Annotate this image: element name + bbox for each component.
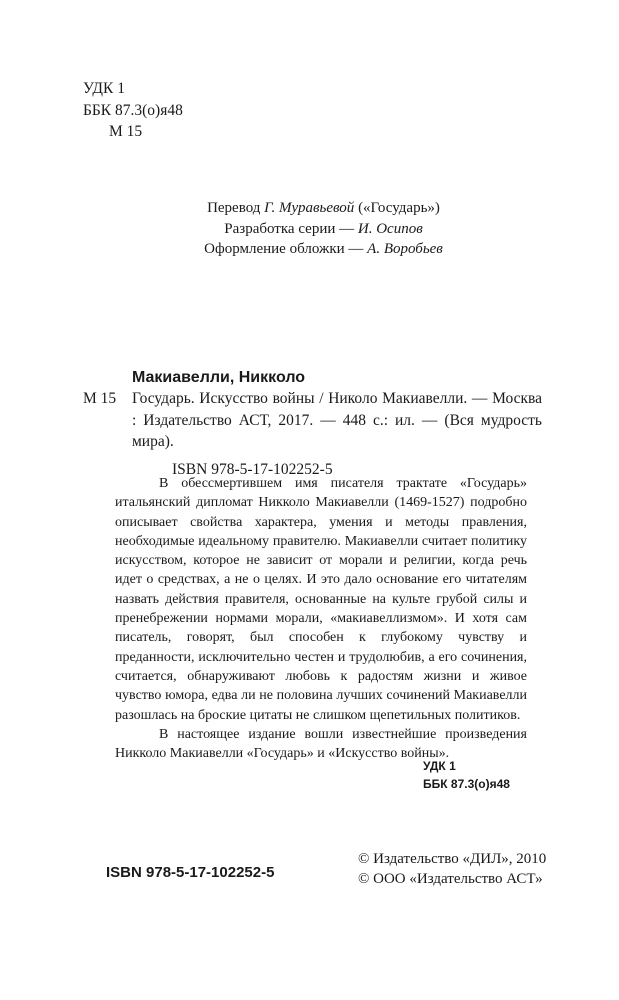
author-heading: Макиавелли, Никколо xyxy=(132,369,306,386)
bibliographic-description: Государь. Искусство войны / Николо Макиавелли. — Москва : Издательство АСТ, 2017. — 448 с.: ил. — (Вся мудрость мира). xyxy=(132,390,542,450)
footer-classification xyxy=(423,757,510,793)
footer-bbk: ББК 87.3(о)я48 xyxy=(423,777,510,791)
translation-credit: Перевод Г. Муравьевой («Государь») xyxy=(207,200,440,216)
copyright-line: © Издательство «ДИЛ», 2010 xyxy=(358,851,547,867)
udk-code: УДК 1 xyxy=(83,80,125,97)
author-sign-left: М 15 xyxy=(83,390,117,407)
annotation-paragraph: В настоящее издание вошли известнейшие произведения Никколо Макиавелли «Государь» и «Искусство войны». xyxy=(115,726,527,762)
series-credit: Разработка серии — И. Осипов xyxy=(224,220,423,237)
cover-designer: А. Воробьев xyxy=(367,241,443,257)
cover-credit: Оформление обложки — А. Воробьев xyxy=(204,241,443,257)
credits-block xyxy=(0,198,619,260)
series-developer: И. Осипов xyxy=(357,220,423,237)
classification-codes xyxy=(83,78,183,143)
author-sign: М 15 xyxy=(109,123,143,140)
bibliographic-record xyxy=(132,388,542,480)
isbn-record: ISBN 978-5-17-102252-5 xyxy=(172,460,333,478)
annotation xyxy=(115,474,527,763)
copyright-block xyxy=(358,850,546,889)
isbn-footer: ISBN 978-5-17-102252-5 xyxy=(106,864,275,881)
footer-udk: УДК 1 xyxy=(423,759,456,773)
annotation-paragraph: В обессмертившем имя писателя трактате «Государь» итальянский дипломат Никколо Макиавелли (1469-1527) подробно описывает свойства характера, умения и методы правления, необходимые идеальному правителю. Макиавелли считает политику искусством, которое не зависит от морали и религии, когда речь идет о средствах, а не о целях. И это дало основание его читателям назвать действия правителя, основанные на культе грубой силы и пренебрежении нормами морали, «макиавеллизмом». И хотя сам писатель, говорят, был способен к глубокому чувству и преданности, исключительно честен и трудолюбив, а его сочинения, считается, обнаруживают любовь к радостям жизни и живое чувство юмора, едва ли не половина лучших сочинений Макиавелли разошлась на броские цитаты не слишком щепетильных политиков. xyxy=(115,476,527,723)
translator-name: Г. Муравьевой xyxy=(264,200,355,216)
bbk-code: ББК 87.3(о)я48 xyxy=(83,101,183,119)
copyright-line: © ООО «Издательство АСТ» xyxy=(358,870,543,887)
